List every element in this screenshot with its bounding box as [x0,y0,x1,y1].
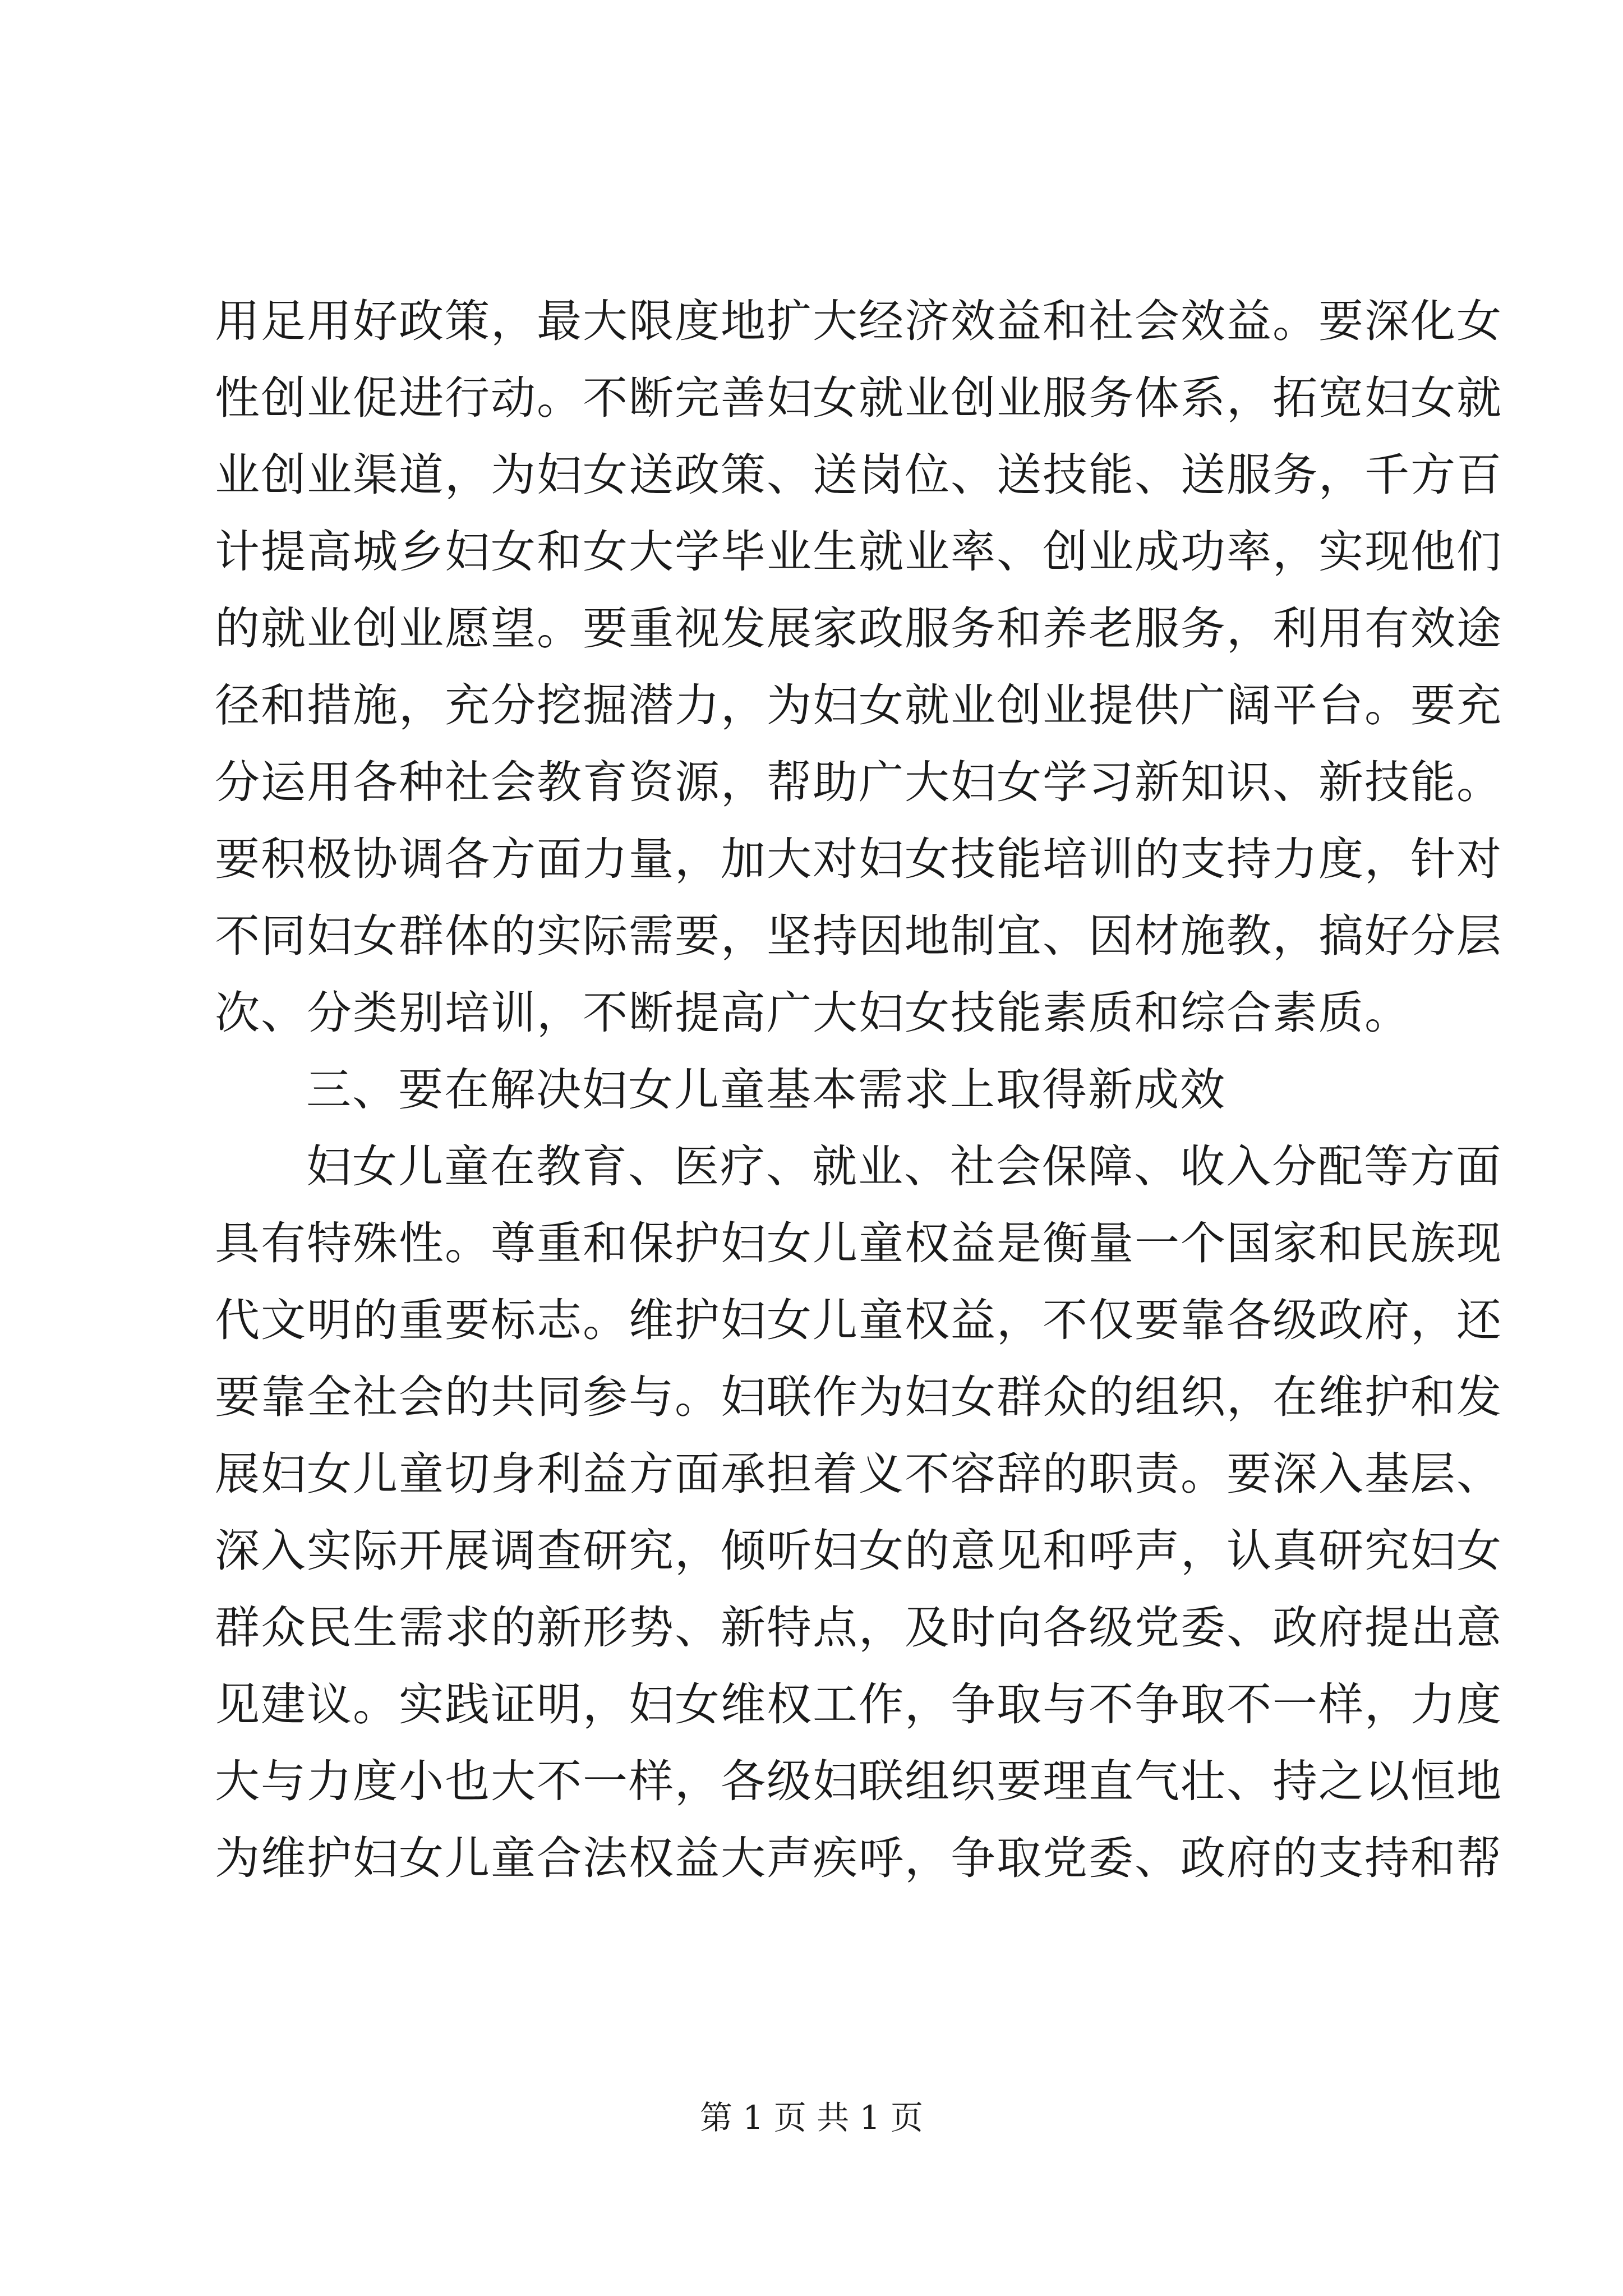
paragraph-line: 的就业创业愿望。要重视发展家政服务和养老服务，利用有效途 [215,602,1502,655]
section-heading: 三、要在解决妇女儿童基本需求上取得新成效 [306,1064,1226,1116]
paragraph-line: 深入实际开展调查研究，倾听妇女的意见和呼声，认真研究妇女 [215,1525,1502,1577]
paragraph-line: 大与力度小也大不一样，各级妇联组织要理直气壮、持之以恒地 [215,1755,1502,1807]
paragraph-line: 展妇女儿童切身利益方面承担着义不容辞的职责。要深入基层、 [215,1448,1502,1500]
paragraph-line: 业创业渠道，为妇女送政策、送岗位、送技能、送服务，千方百 [215,449,1502,501]
paragraph-line: 妇女儿童在教育、医疗、就业、社会保障、收入分配等方面 [306,1140,1502,1193]
paragraph-line: 代文明的重要标志。维护妇女儿童权益，不仅要靠各级政府，还 [215,1294,1502,1346]
paragraph-line: 为维护妇女儿童合法权益大声疾呼，争取党委、政府的支持和帮 [215,1832,1502,1884]
paragraph-line: 性创业促进行动。不断完善妇女就业创业服务体系，拓宽妇女就 [215,372,1502,424]
paragraph-line: 用足用好政策，最大限度地扩大经济效益和社会效益。要深化女 [215,295,1502,347]
paragraph-line: 具有特殊性。尊重和保护妇女儿童权益是衡量一个国家和民族现 [215,1217,1502,1269]
paragraph-line: 见建议。实践证明，妇女维权工作，争取与不争取不一样，力度 [215,1678,1502,1731]
paragraph-line: 分运用各种社会教育资源，帮助广大妇女学习新知识、新技能。 [215,756,1502,808]
document-body [215,283,1502,1897]
paragraph-line: 不同妇女群体的实际需要，坚持因地制宜、因材施教，搞好分层 [215,910,1502,962]
page-number-footer: 第 1 页 共 1 页 [700,2099,923,2137]
paragraph-line: 径和措施，充分挖掘潜力，为妇女就业创业提供广阔平台。要充 [215,679,1502,731]
paragraph-line: 群众民生需求的新形势、新特点，及时向各级党委、政府提出意 [215,1602,1502,1654]
paragraph-line: 要积极协调各方面力量，加大对妇女技能培训的支持力度，针对 [215,833,1502,885]
paragraph-line: 计提高城乡妇女和女大学毕业生就业率、创业成功率，实现他们 [215,526,1502,578]
paragraph-line: 要靠全社会的共同参与。妇联作为妇女群众的组织，在维护和发 [215,1371,1502,1423]
paragraph-line: 次、分类别培训，不断提高广大妇女技能素质和综合素质。 [215,987,1410,1039]
